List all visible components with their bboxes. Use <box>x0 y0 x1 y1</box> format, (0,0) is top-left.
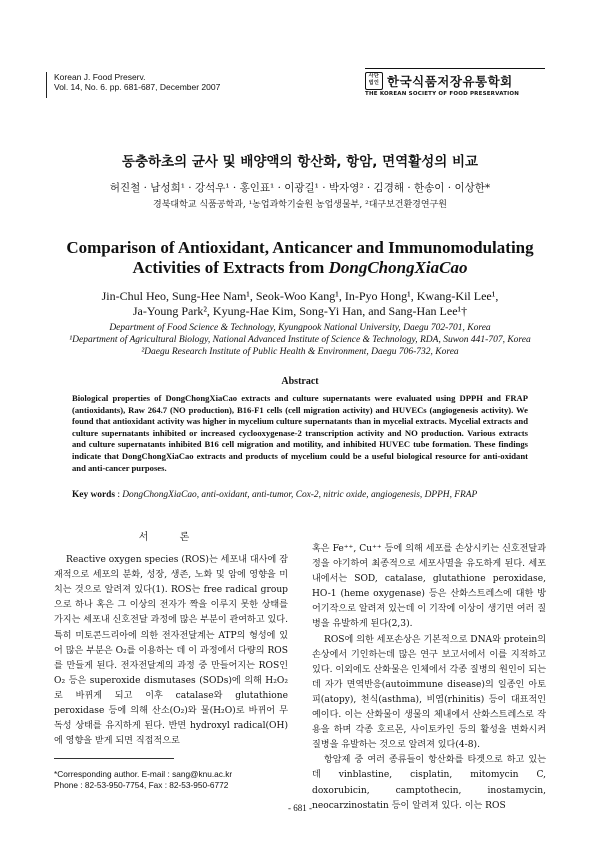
paragraph: 항암제 중 여러 종류들이 항산화를 타겟으로 하고 있는데 vinblastine, cisplatin, mitomycin C, doxorubicin, camptothecin, inostamycin, neocarzinostatin 등이 알려져 있다. 이는 ROS <box>312 755 546 811</box>
english-authors <box>0 289 600 319</box>
abstract-heading: Abstract <box>281 376 319 387</box>
header-rule <box>46 72 61 98</box>
paragraph: 혹은 Fe⁺⁺, Cu⁺⁺ 등에 의해 세포를 손상시키는 신호전달과정을 야기하여 최종적으로 세포사멸을 유도하게 된다. 세포내에서는 SOD, catalase, glutathione peroxidase, HO-1 (heme oxygenase) 등은 산화스트레스에 대한 방어기작으로 알려져 있는데 이 기작에 이상이 생기면 여러 질병을 유발하게 된다(2,3). <box>312 544 546 630</box>
english-title-line1: Comparison of Antioxidant, Anticancer and Immunomodulating <box>66 238 534 257</box>
journal-volume: Vol. 14, No. 6. pp. 681-687, December 2007 <box>54 82 221 92</box>
english-title-line2: Activities of Extracts from <box>132 258 329 277</box>
email-link[interactable]: sang@knu.ac.kr <box>172 769 233 779</box>
society-logo <box>365 68 545 97</box>
korean-title: 동충하초의 균사 및 배양액의 항산화, 항암, 면역활성의 비교 <box>121 154 479 170</box>
affiliation-3: ²Daegu Research Institute of Public Health & Environment, Daegu 706-732, Korea <box>141 347 459 357</box>
paragraph: ROS에 의한 세포손상은 기본적으로 DNA와 protein의 손상에서 기인하는데 많은 연구 보고서에서 이를 지적하고 있다. 이외에도 산화물은 인체에서 각종 질병의 원인이 되는데 자가 면역반응(autoimmune disease)의 일종인 아토피(atopy), 천식(asthma), 비염(rhinitis) 등이 대표적인 예이다. 이는 산화물이 생물의 체내에서 산화스트레스로 작용을 하며 각종 호르몬, 사이토카인 등의 활성을 변화시켜 질병을 유발하는 것으로 알려져 있다(4-8). <box>312 634 547 751</box>
english-authors-line2: Ja-Young Park², Kyung-Hae Kim, Song-Yi Han, and Sang-Han Lee¹† <box>132 304 468 318</box>
section-heading: 서 론 <box>138 532 204 543</box>
society-name-ko: 한국식품저장유통학회 <box>387 74 513 89</box>
korean-affiliations: 경북대학교 식품공학과, ¹농업과학기술원 농업생물부, ²대구보건환경연구원 <box>153 200 447 210</box>
korean-authors: 허진철 · 남성희¹ · 강석우¹ · 홍인표¹ · 이광길¹ · 박자영² · 김경해 · 한송이 · 이상한* <box>109 182 491 194</box>
keywords-label: Key words <box>72 490 115 500</box>
abstract-text: Biological properties of DongChongXiaCao extracts and culture supernatants were evaluated using DPPH and FRAP (antioxidants), Raw 264.7 (NO production), B16-F1 cells (cell migration activity) and HUVECs (angiogenesis activity). We found that antioxidant activity was higher in mycelium culture supernatants than in mycelial extracts. Mycelial extracts and culture supernatants inhibited or increased cyclooxygenase-2 transcription activity and NO production. Various extracts and culture supernatants inhibited B16 cell migration and motility, and inhibited HUVEC tube formation. These findings indicate that DongChongXiaCao extracts and products of mycelium could be a useful biological resource for anti-oxidant and anti-cancer purposes. <box>72 393 528 473</box>
footnote-rule <box>54 758 174 759</box>
logo-rule <box>365 68 545 69</box>
left-column <box>54 530 288 749</box>
journal-name: Korean J. Food Preserv. <box>54 72 146 82</box>
right-column <box>312 542 546 814</box>
species-name: DongChongXiaCao <box>328 258 468 277</box>
page-number: - 681 - <box>288 803 312 813</box>
english-title <box>0 238 600 278</box>
paragraph: Reactive oxygen species (ROS)는 세포내 대사에 잠재적으로 세포의 분화, 성장, 생존, 노화 및 암에 영향을 미치는 것으로 알려져 있다(1). ROS는 free radical group으로 하나 혹은 그 이상의 전자가 짝을 이루지 못한 상태를 가지는 세포내 신호전달 과정에 많은 부분이 관여하고 있다. 특히 미토콘드리아에 의한 전자전달계는 ATP의 형성에 있어 많은 부분은 O₂를 이용하는 데 이 과정에서 다량의 ROS를 만들게 된다. 전자전달계의 과정 중 만들어지는 ROS인 O₂ 등은 superoxide dismutases (SODs)에 의해 H₂O₂로 바뀌게 되고 이후 catalase와 glutathione peroxidase 등에 의해 산소(O₂)와 물(H₂O)로 바뀌어 무독성 상태를 유지하게 된다. 반면 hydroxyl radical(OH)에 영향을 받게 되면 직접적으로 <box>54 555 288 747</box>
affiliation-1: Department of Food Science & Technology, Kyungpook National University, Daegu 702-701, Korea <box>109 323 491 333</box>
journal-citation <box>54 72 220 92</box>
corresponding-footnote <box>54 758 288 791</box>
keywords: Key words : DongChongXiaCao, anti-oxidant, anti-tumor, Cox-2, nitric oxide, angiogenesis, DPPH, FRAP <box>72 490 478 500</box>
phone-fax: Phone : 82-53-950-7754, Fax : 82-53-950-6772 <box>54 780 229 790</box>
english-authors-line1: Jin-Chul Heo, Sung-Hee Nam¹, Seok-Woo Kang¹, In-Pyo Hong¹, Kwang-Kil Lee¹, <box>101 289 499 303</box>
english-affiliations <box>0 322 600 358</box>
corresponding-label: *Corresponding author. E-mail : <box>54 769 173 779</box>
society-name-en: THE KOREAN SOCIETY OF FOOD PRESERVATION <box>365 91 520 97</box>
affiliation-2: ¹Department of Agricultural Biology, National Advanced Institute of Science & Technology, RDA, Suwon 441-707, Korea <box>69 335 531 345</box>
keywords-list: DongChongXiaCao, anti-oxidant, anti-tumor, Cox-2, nitric oxide, angiogenesis, DPPH, FRAP <box>122 490 478 500</box>
seal-icon: 사단 법인 <box>365 72 383 90</box>
